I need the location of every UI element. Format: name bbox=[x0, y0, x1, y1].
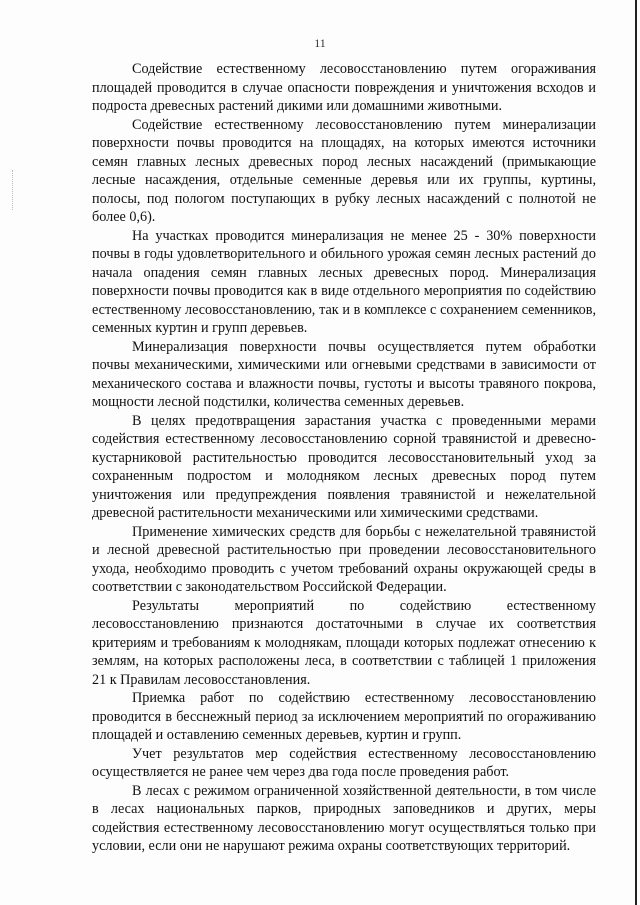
paragraph-acceptance: Приемка работ по содействию естественному лесовосстановлению проводится в бесснежный период за исключением мероприятий по огораживанию площадей и оставлению семенных деревьев, куртин и групп. bbox=[92, 690, 596, 743]
paragraph-fencing: Содействие естественному лесовосстановлению путем огораживания площадей проводится в случае опасности повреждения и уничтожения всходов и подроста древесных растений дикими или домашними животными. bbox=[92, 61, 596, 114]
paragraph-mineralization-areas: Содействие естественному лесовосстановлению путем минерализации поверхности почвы проводится на площадях, на которых имеются источники семян главных лесных древесных пород лесных насаждений (примыкающие лесные насаждения, отдельные семенные деревья или их группы, куртины, полосы, под пологом поступающих в рубку лесных насаждений с полнотой не более 0,6). bbox=[92, 116, 596, 225]
paragraph-mineralization-percent: На участках проводится минерализация не менее 25 - 30% поверхности почвы в годы удовлетворительного и обильного урожая семян лесных растений до начала опадения семян главных лесных древесных пород. Минерализация поверхности почвы проводится как в виде отдельного мероприятия по содействию естественному лесовосстановлению, так и в комплексе с сохранением семенников, семенных куртин и групп деревьев. bbox=[92, 227, 596, 336]
paragraph-weed-prevention: В целях предотвращения зарастания участка с проведенными мерами содействия естественному лесовосстановлению сорной травянистой и древесно-кустарниковой растительностью проводится лесовосстановительный уход за сохраненным подростом и молодняком лесных древесных пород путем уничтожения или предупреждения появления травянистой и нежелательной древесной растительности механическими или химическими средствами. bbox=[92, 412, 596, 521]
paragraph-mineralization-methods: Минерализация поверхности почвы осуществляется путем обработки почвы механическими, химическими или огневыми средствами в зависимости от механического состава и влажности почвы, густоты и высоты травяного покрова, мощности лесной подстилки, количества семенных деревьев. bbox=[92, 338, 596, 410]
paragraph-accounting: Учет результатов мер содействия естественному лесовосстановлению осуществляется не ранее чем через два года после проведения работ. bbox=[92, 745, 596, 780]
document-body bbox=[92, 60, 596, 856]
page-number: 11 bbox=[314, 36, 326, 50]
scan-edge-line bbox=[635, 0, 637, 905]
paragraph-results-criteria: Результаты мероприятий по содействию естественному лесовосстановлению признаются достаточными в случае их соответствия критериям и требованиям к молоднякам, площади которых подлежат отнесению к землям, на которых расположены леса, в соответствии с таблицей 1 приложения 21 к Правилам лесовосстановления. bbox=[92, 597, 596, 688]
scan-margin-mark bbox=[12, 170, 14, 210]
paragraph-restricted-forests: В лесах с режимом ограниченной хозяйственной деятельности, в том числе в лесах национальных парков, природных заповедников и других, меры содействия естественному лесовосстановлению могут осуществляться только при условии, если они не нарушают режима охраны соответствующих территорий. bbox=[92, 782, 596, 854]
paragraph-chemical-use: Применение химических средств для борьбы с нежелательной травянистой и лесной древесной растительностью при проведении лесовосстановительного ухода, необходимо проводить с учетом требований охраны окружающей среды в соответствии с законодательством Российской Федерации. bbox=[92, 523, 596, 595]
